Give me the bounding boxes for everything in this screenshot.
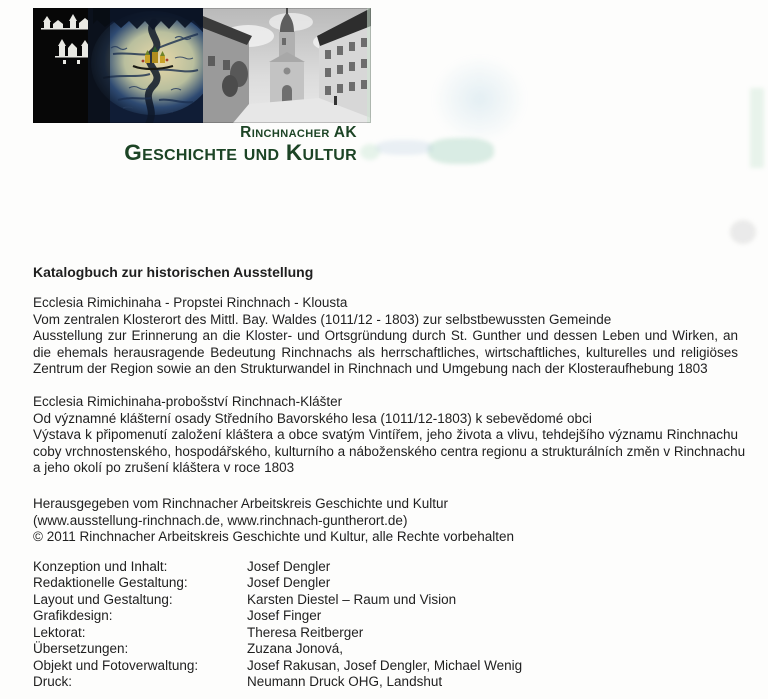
- credit-value: Karsten Diestel – Raum und Vision: [247, 591, 457, 607]
- credit-value: Josef Dengler: [247, 559, 331, 574]
- text-line: Zentrum der Region sowie an den Strukturwandel in Rinchnach und Umgebung nach der Klosteraufhebung 1803: [33, 361, 708, 377]
- document-heading: Katalogbuch zur historischen Ausstellung: [33, 264, 314, 280]
- org-name-line2: Geschichte und Kultur: [124, 140, 357, 165]
- credit-label: Grafikdesign:: [33, 608, 113, 624]
- text-line: die ehemals herausragende Bedeutung Rinchnachs als herrschaftliches, wirtschaftliches, kulturelles und religiöses: [33, 344, 738, 360]
- header-banner-image: [33, 8, 371, 123]
- text-line: Ecclesia Rimichinaha - Propstei Rinchnach - Klousta: [33, 295, 348, 310]
- credit-row: [33, 674, 738, 690]
- credit-value: Neumann Druck OHG, Landshut: [247, 674, 443, 690]
- scan-artifact-blob: [376, 140, 432, 155]
- credit-row: [33, 592, 738, 608]
- paragraph-publisher-copyright: [33, 496, 738, 546]
- credit-label: Lektorat:: [33, 624, 86, 640]
- credit-value: Josef Rakusan, Josef Dengler, Michael Wenig: [247, 657, 523, 673]
- church-street-photo-art: [203, 8, 371, 123]
- credit-row: [33, 641, 738, 657]
- credits-table: [33, 559, 738, 691]
- org-name-line1: Rinchnacher AK: [240, 124, 357, 141]
- credit-row: [33, 625, 738, 641]
- credit-label: Konzeption und Inhalt:: [33, 559, 168, 574]
- text-line: Od významné klášterní osady Středního Bavorského lesa (1011/12-1803) k sebevědomé obci: [33, 410, 592, 426]
- historic-map-art: [88, 8, 215, 123]
- text-line: Vom zentralen Klosterort des Mittl. Bay. Waldes (1011/12 - 1803) zur selbstbewussten Gemeinde: [33, 311, 612, 327]
- credit-label: Redaktionelle Gestaltung:: [33, 575, 188, 591]
- text-line: coby vrchnostenského, hospodářského, kulturního a náboženského centra regionu a strukturálních změn v Rinchnachu: [33, 443, 746, 459]
- text-line: a jeho okolí po zrušení kláštera v roce 1803: [33, 460, 295, 476]
- credit-value: Theresa Reitberger: [247, 624, 364, 640]
- paragraph-czech-description: [33, 394, 746, 477]
- text-line: Herausgegeben vom Rinchnacher Arbeitskreis Geschichte und Kultur: [33, 496, 448, 511]
- credit-row: [33, 559, 738, 575]
- credit-value: Zuzana Jonová,: [247, 641, 344, 657]
- credit-label: Layout und Gestaltung:: [33, 591, 173, 607]
- text-line: © 2011 Rinchnacher Arbeitskreis Geschichte und Kultur, alle Rechte vorbehalten: [33, 529, 514, 545]
- scan-artifact-blob: [360, 144, 380, 160]
- credit-value: Josef Finger: [247, 608, 322, 624]
- text-line: Výstava k připomenutí založení kláštera a obce svatým Vintířem, jeho života a vlivu, tehdejšího významu Rinchnachu: [33, 427, 738, 443]
- organization-title: [124, 125, 357, 164]
- credit-value: Josef Dengler: [247, 575, 331, 591]
- scan-artifact-strip: [750, 88, 764, 168]
- credit-row: [33, 658, 738, 674]
- scan-artifact-blob: [730, 220, 756, 244]
- text-line: Ecclesia Rimichinaha-probošství Rinchnach-Klášter: [33, 394, 343, 409]
- banner-artwork: [33, 8, 371, 123]
- scan-artifact-blob: [432, 55, 527, 143]
- credit-label: Druck:: [33, 674, 73, 690]
- text-line: Ausstellung zur Erinnerung an die Kloster- und Ortsgründung durch St. Gunther und dessen Leben und Wirken, an: [33, 328, 738, 344]
- credit-row: [33, 575, 738, 591]
- paragraph-german-description: [33, 295, 738, 378]
- credit-row: [33, 608, 738, 624]
- credit-label: Objekt und Fotoverwaltung:: [33, 657, 199, 673]
- text-line: (www.ausstellung-rinchnach.de, www.rinchnach-guntherort.de): [33, 512, 408, 528]
- scan-artifact-blob: [428, 138, 494, 164]
- credit-label: Übersetzungen:: [33, 641, 129, 657]
